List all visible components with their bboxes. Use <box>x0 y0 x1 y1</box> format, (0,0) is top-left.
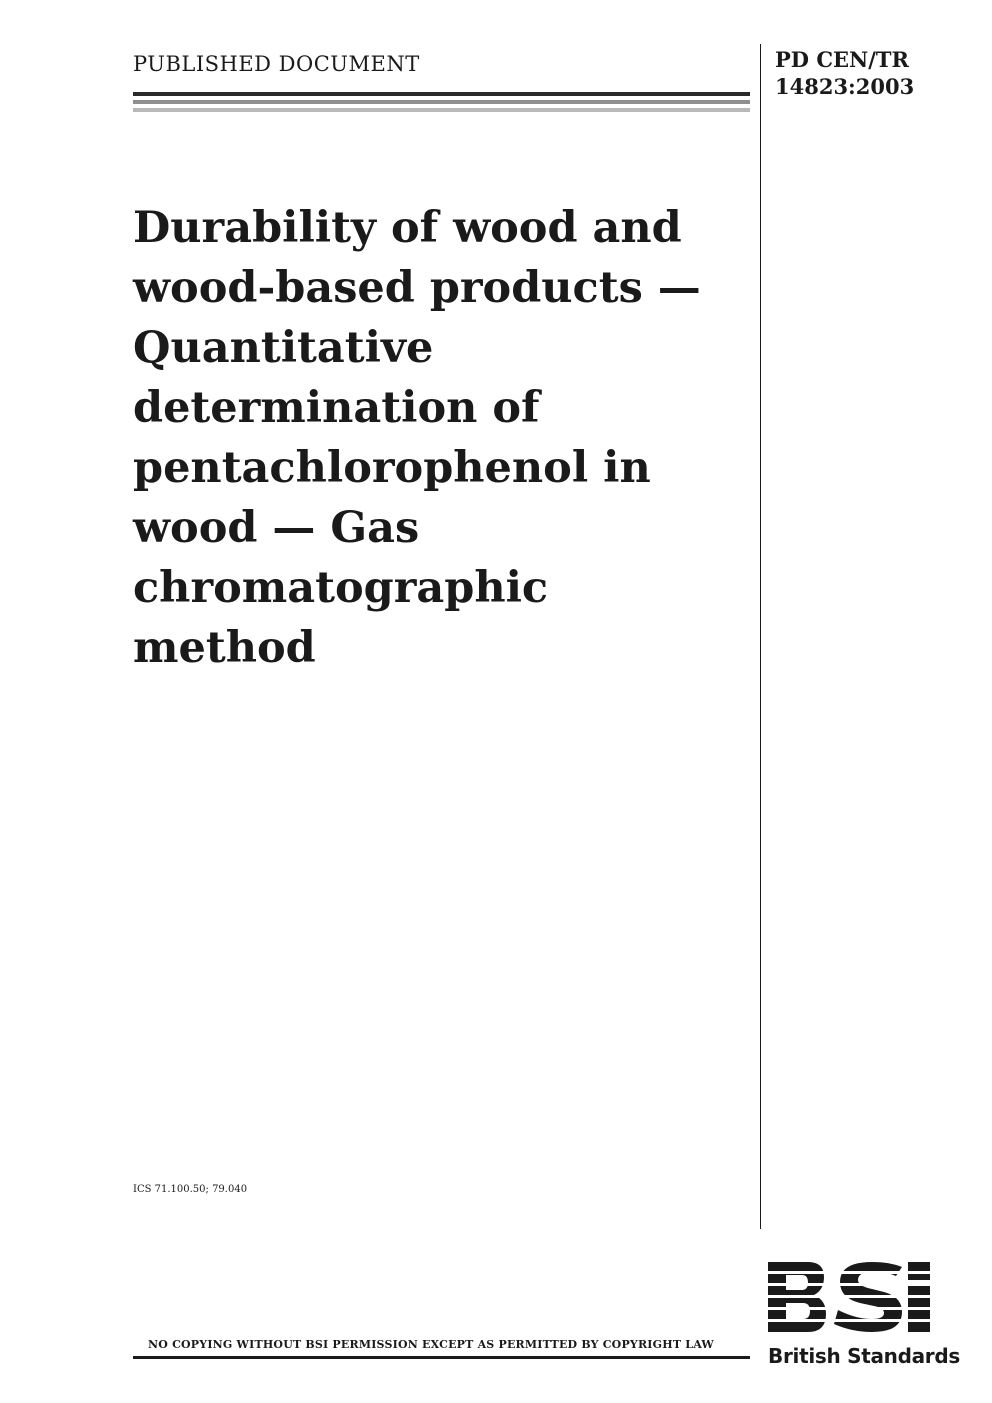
ics-code: ICS 71.100.50; 79.040 <box>133 1184 248 1195</box>
vertical-divider <box>760 44 761 1229</box>
copyright-notice: NO COPYING WITHOUT BSI PERMISSION EXCEPT AS PERMITTED BY COPYRIGHT LAW <box>148 1338 714 1351</box>
document-identifier <box>775 46 914 100</box>
title-line: wood — Gas <box>133 503 420 553</box>
header-rule-dark <box>133 92 750 96</box>
title-line: determination of <box>133 383 540 433</box>
document-identifier-line-2: 14823:2003 <box>775 74 915 99</box>
bsi-logo <box>768 1262 946 1332</box>
header-rule-grey <box>133 100 750 104</box>
title-line: wood-based products — <box>133 263 701 313</box>
document-title <box>133 198 753 678</box>
published-document-label: PUBLISHED DOCUMENT <box>133 52 420 76</box>
title-line: Quantitative <box>133 323 434 373</box>
title-line: chromatographic <box>133 563 549 613</box>
bsi-tagline: British Standards <box>768 1344 960 1368</box>
title-line: method <box>133 623 316 673</box>
header-rule-light <box>133 108 750 112</box>
title-line: pentachlorophenol in <box>133 443 651 493</box>
title-line: Durability of wood and <box>133 203 682 253</box>
footer-rule <box>133 1356 750 1359</box>
document-identifier-line-1: PD CEN/TR <box>775 47 909 72</box>
